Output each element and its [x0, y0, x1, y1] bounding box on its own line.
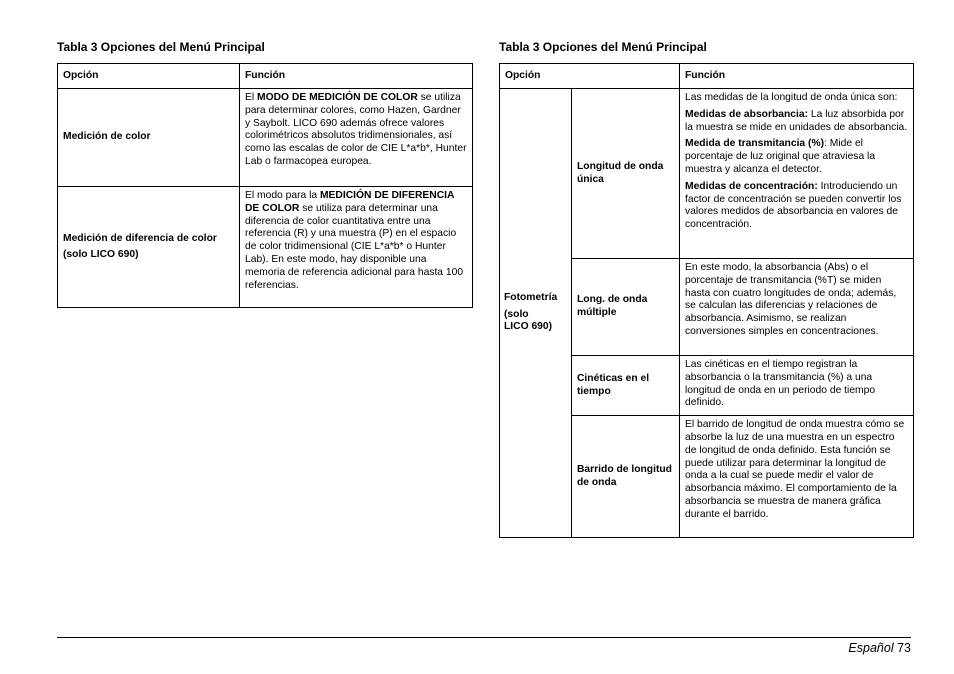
- function-paragraph: Medidas de absorbancia: La luz absorbida por la muestra se mide en unidades de absorbancia.: [685, 108, 908, 133]
- function-paragraph: Medida de transmitancia (%): Mide el porcentaje de luz original que atraviesa la muestra y alcanza el detector.: [685, 138, 876, 175]
- function-cell: El modo para la MEDICIÓN DE DIFERENCIA DE COLOR se utiliza para determinar una diferencia de color cuantitativa entre una referencia (R) y una muestra (P) en el espacio de color tridimensional (CIE L*a*b* o Hunter Lab). En este modo, hay disponible una memoria de referencia adicional para hasta 100 referencias.: [240, 187, 473, 308]
- group-cell-fotometria: [500, 89, 572, 538]
- function-paragraph: Las medidas de la longitud de onda única son:: [685, 92, 898, 103]
- function-cell: [680, 89, 914, 259]
- function-cell: [680, 356, 914, 416]
- function-cell: [680, 259, 914, 356]
- group-label: Fotometría: [504, 291, 558, 303]
- bold-term: Medida de transmitancia (%): [685, 138, 825, 150]
- option-cell: Medición de diferencia de color (solo LICO 690): [58, 187, 240, 308]
- column-header-function: Función: [240, 64, 473, 89]
- bold-term: Medidas de concentración:: [685, 180, 818, 192]
- group-note: LICO 690): [504, 321, 553, 333]
- right-options-table: [499, 63, 914, 538]
- bold-term: MEDICIÓN DE DIFERENCIA DE COLOR: [245, 190, 455, 214]
- function-paragraph: El barrido de longitud de onda muestra cómo se absorbe la luz de una muestra en un espectro de longitud de onda definido. Esta función se puede utilizar para determinar la longitud de onda a la cual se puede medir el valor de absorbancia máximo. El comportamiento de la absorbancia se muestra de manera gráfica durante el barrido.: [685, 419, 905, 520]
- table-header-row: [58, 64, 473, 89]
- column-header-option: Opción: [500, 64, 680, 89]
- option-cell: Medición de color: [58, 89, 240, 187]
- function-cell: El MODO DE MEDICIÓN DE COLOR se utiliza para determinar colores, como Hazen, Gardner y Saybolt. LICO 690 además ofrece valores colorimétricos absolutos tridimensionales, así como las escalas de color de CIE L*a*b*, Hunter Lab o farmacopea europea.: [240, 89, 473, 187]
- bold-term: MODO DE MEDICIÓN DE COLOR: [257, 92, 418, 103]
- option-cell: Cinéticas en el tiempo: [572, 356, 680, 416]
- function-cell: [680, 416, 914, 538]
- column-header-function: Función: [680, 64, 914, 89]
- page-number: 73: [897, 641, 911, 655]
- table-header-row: [500, 64, 914, 89]
- footer-language: Español: [848, 641, 894, 655]
- bold-term: Medidas de absorbancia:: [685, 108, 809, 120]
- left-options-table: [57, 63, 473, 308]
- right-table-caption: Tabla 3 Opciones del Menú Principal: [499, 40, 707, 54]
- left-table-caption: Tabla 3 Opciones del Menú Principal: [57, 40, 265, 54]
- table-row: [500, 89, 914, 259]
- group-note: (solo: [504, 308, 529, 320]
- page-footer: [848, 641, 911, 655]
- table-row: [58, 89, 473, 187]
- table-row: [58, 187, 473, 308]
- column-header-option: Opción: [58, 64, 240, 89]
- footer-rule: [57, 637, 911, 638]
- option-cell: Long. de onda múltiple: [572, 259, 680, 356]
- function-paragraph: En este modo, la absorbancia (Abs) o el porcentaje de transmitancia (%T) se miden hasta con cuatro longitudes de onda; además, se calculan las diferencias y relaciones de absorbancia. Asimismo, se realizan conversiones simples en concentraciones.: [685, 262, 897, 337]
- function-paragraph: Medidas de concentración: Introduciendo un factor de concentración se pueden convertir los valores medidos de absorbancia en valores de concentración.: [685, 180, 902, 231]
- option-cell: Longitud de onda única: [572, 89, 680, 259]
- option-cell: Barrido de longitud de onda: [572, 416, 680, 538]
- function-paragraph: Las cinéticas en el tiempo registran la absorbancia o la transmitancia (%) a una longitud de onda en un periodo de tiempo definido.: [685, 359, 876, 409]
